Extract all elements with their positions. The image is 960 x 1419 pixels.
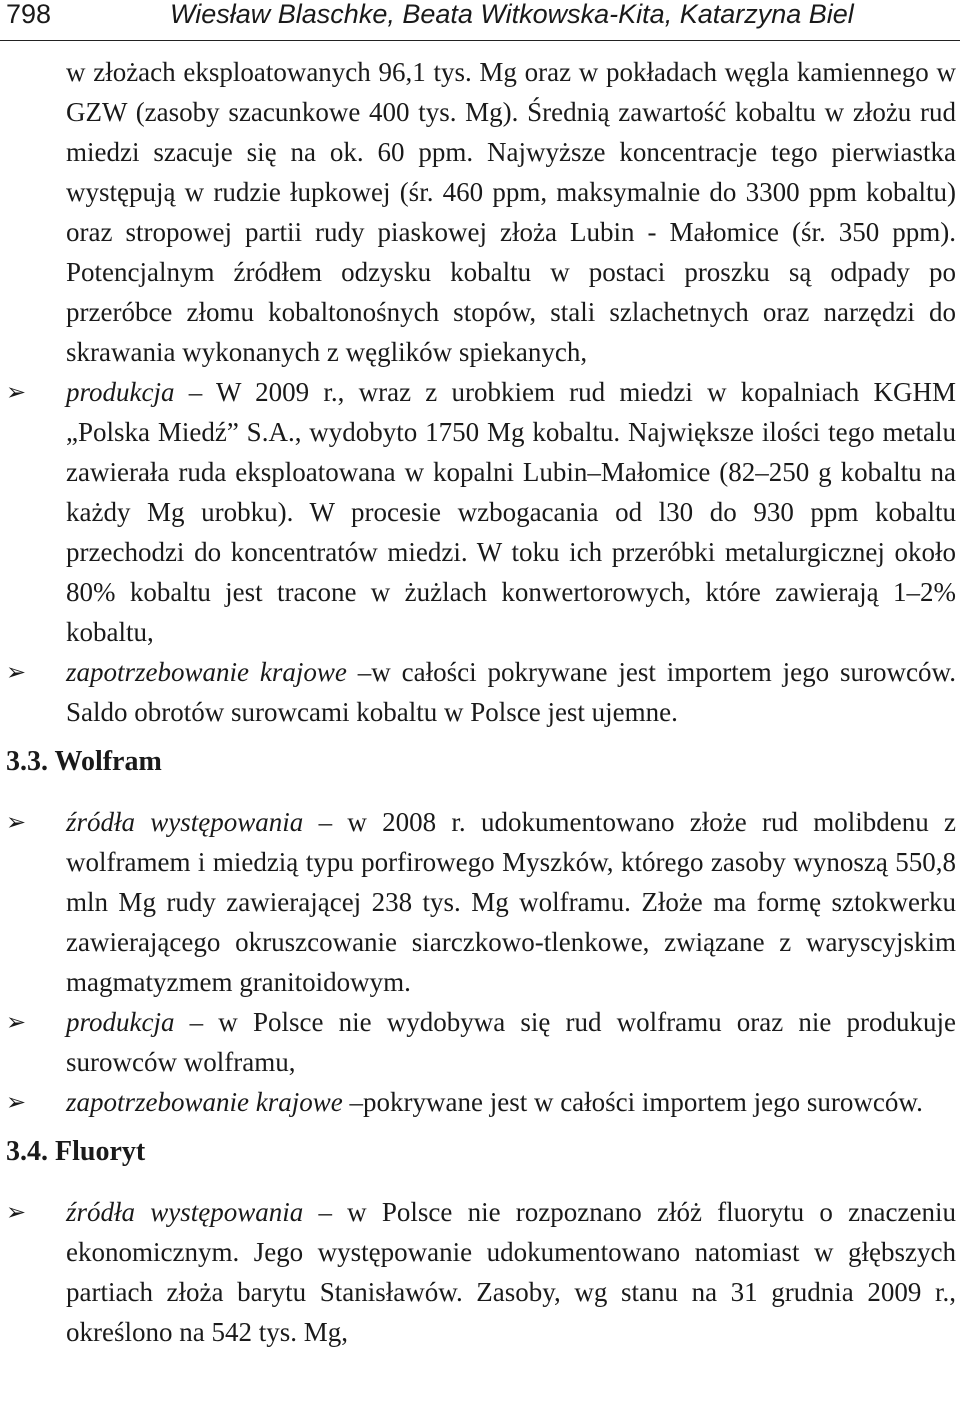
bullet-arrow-icon: ➢ (6, 1008, 27, 1036)
item-text: – w Polsce nie wydobywa się rud wolframu oraz nie produkuje surowców wolframu, (66, 1007, 956, 1077)
item-term: źródła występowania (66, 807, 304, 837)
item-text: – W 2009 r., wraz z urobkiem rud miedzi w kopalniach KGHM „Polska Miedź” S.A., wydobyto 1750 Mg kobaltu. Największe ilości tego metalu zawierała ruda eksploatowana w kopalni Lubin–Małomice (82–250 g kobaltu na każdy Mg urobku). W procesie wzbogacania od l30 do 930 ppm kobaltu przechodzi do koncentratów miedzi. W toku ich przeróbki metalurgicznej około 80% kobaltu jest tracone w żużlach konwertorowych, które zawierają 1–2% kobaltu, (66, 377, 956, 647)
bullet-arrow-icon: ➢ (6, 808, 27, 836)
item-term: produkcja (66, 377, 175, 407)
bullet-arrow-icon: ➢ (6, 658, 27, 686)
bullet-item (0, 372, 956, 652)
bullet-arrow-icon: ➢ (6, 1088, 27, 1116)
item-text: – w Polsce nie rozpoznano złóż fluorytu o znaczeniu ekonomicznym. Jego występowanie udokumentowano natomiast w głębszych partiach złoża barytu Stanisławów. Zasoby, wg stanu na 31 grudnia 2009 r., określono na 542 tys. Mg, (66, 1197, 956, 1347)
cobalt-continuation-text: w złożach eksploatowanych 96,1 tys. Mg oraz w pokładach węgla kamiennego w GZW (zasoby szacunkowe 400 tys. Mg). Średnią zawartość kobaltu w złożu rud miedzi szacuje się na ok. 60 ppm. Najwyższe koncentracje tego pierwiastka występują w rudzie łupkowej (śr. 460 ppm, maksymalnie do 3300 ppm kobaltu) oraz stropowej partii rudy piaskowej złoża Lubin - Małomice (śr. 350 ppm). Potencjalnym źródłem odzysku kobaltu w postaci proszku są odpady po przeróbce złomu kobaltonośnych stopów, stali szlachetnych oraz narzędzi do skrawania wykonanych z węglików spiekanych, (66, 57, 956, 367)
item-term: zapotrzebowanie krajowe (66, 1087, 343, 1117)
item-text: – w 2008 r. udokumentowano złoże rud molibdenu z wolframem i miedzią typu porfirowego Myszków, którego zasoby wynoszą 550,8 mln Mg rudy zawierającej 238 tys. Mg wolframu. Złoże ma formę sztokwerku zawierającego okruszcowanie siarczkowo-tlenkowe, związane z waryscyjskim magmatyzmem granitoidowym. (66, 807, 956, 997)
cobalt-continuation-paragraph (0, 52, 956, 372)
running-header-authors: Wiesław Blaschke, Beata Witkowska-Kita, Katarzyna Biel (170, 0, 854, 29)
page-number: 798 (6, 0, 52, 29)
section-heading-wolfram: 3.3. Wolfram (6, 746, 162, 777)
item-term: źródła występowania (66, 1197, 304, 1227)
item-term: zapotrzebowanie krajowe (66, 657, 347, 687)
item-text: –w całości pokrywane jest importem jego surowców. Saldo obrotów surowcami kobaltu w Polsce jest ujemne. (66, 657, 956, 727)
spacer (0, 1172, 960, 1192)
bullet-item (0, 1082, 956, 1122)
bullet-item (0, 1192, 956, 1352)
bullet-item (0, 652, 956, 732)
spacer (0, 1122, 960, 1132)
spacer (0, 782, 960, 802)
bullet-arrow-icon: ➢ (6, 1198, 27, 1226)
bullet-item (0, 1002, 956, 1082)
running-header (0, 0, 960, 41)
bullet-arrow-icon: ➢ (6, 378, 27, 406)
section-heading-fluoryt: 3.4. Fluoryt (6, 1136, 146, 1167)
spacer (0, 732, 960, 742)
item-term: produkcja (66, 1007, 175, 1037)
bullet-item (0, 802, 956, 1002)
body-text (0, 52, 960, 1352)
item-text: –pokrywane jest w całości importem jego surowców. (342, 1087, 923, 1117)
